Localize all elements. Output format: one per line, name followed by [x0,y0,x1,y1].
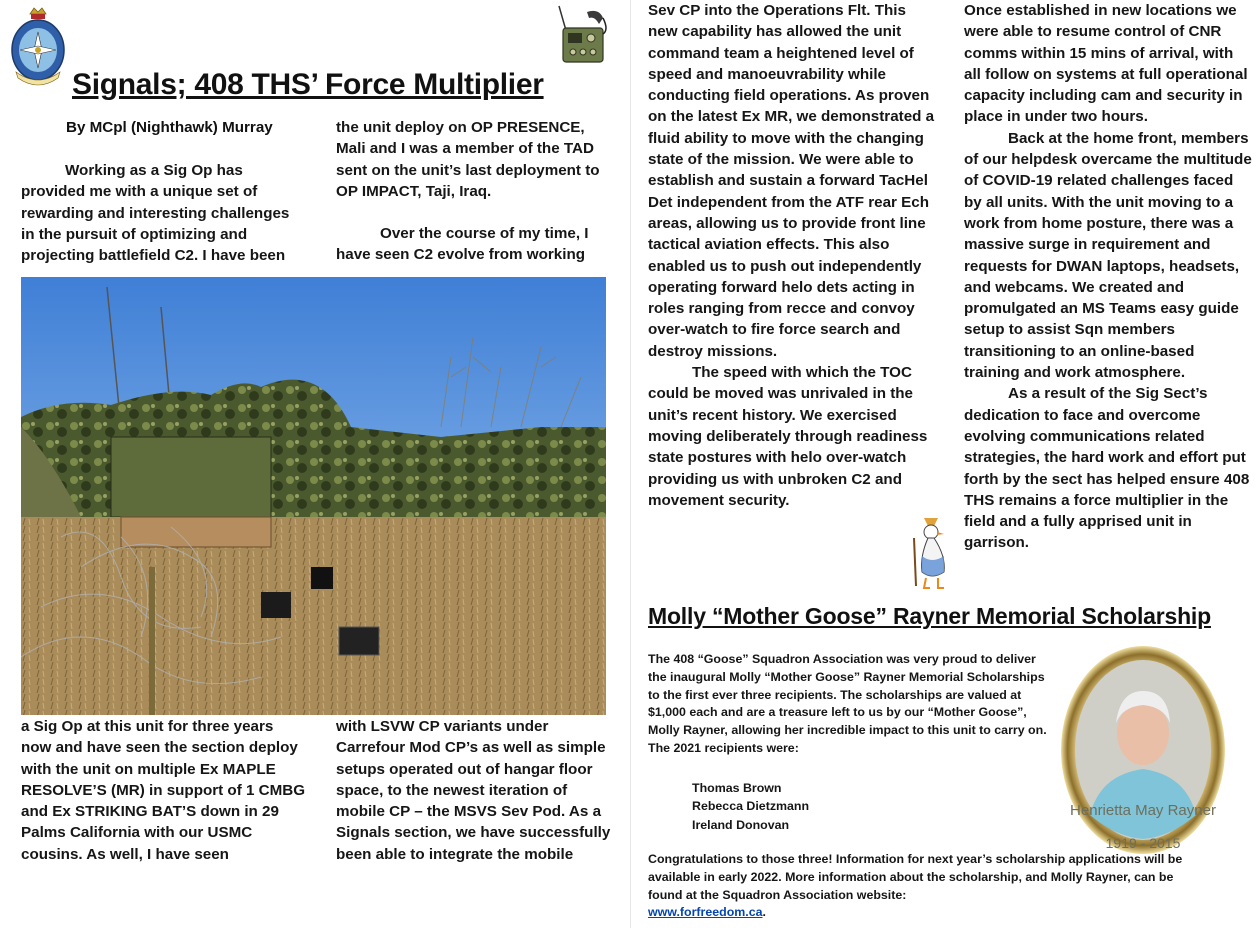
camouflaged-command-post-photo [21,277,606,715]
article-column-1-bottom [21,716,306,865]
list-item: Thomas Brown [692,781,782,795]
scholarship-body: The 408 “Goose” Squadron Association was very proud to deliver the inaugural Molly “Mother Goose” Rayner Memorial Scholarships to the first ever three recipients. The scholarships are valued at $1,000 each and are a treasure left to us by our “Mother Goose”, Molly Rayner, allowing her incredible impact to this unit to carry on. The 2021 recipients were: [648,652,1047,755]
congrats-text: Congratulations to those three! Information for next year’s scholarship applications will be available in early 2022. More information about the scholarship, and Molly Rayner, can be found at the Squadron Association website: [648,852,1183,902]
paragraph: the unit deploy on OP PRESENCE, Mali and I was a member of the TAD sent on the unit’s last deployment to OP IMPACT, Taji, Iraq. [336,119,600,200]
article-column-3 [648,0,938,511]
mother-goose-icon [906,516,956,592]
paragraph: Working as a Sig Op has provided me with a unique set of rewarding and interesting challenges in the pursuit of optimizing and projecting battlefield C2. I have been [21,162,290,265]
article-column-4 [964,0,1254,554]
paragraph: Over the course of my time, I have seen C2 evolve from working [336,225,589,264]
paragraph: Sev CP into the Operations Flt. This new capability has allowed the unit command team a heightened level of speed and manoeuvrability while conducting field operations. As proven on the latest Ex MR, we demonstrated a fluid ability to move with the changing state of the mission. We were able to establish and sustain a forward TacHel Det independent from the ATF rear Ech areas, allowing us to provide front line tactical aviation effects. This also enabled us to push out independently operating forward helo dets acting in roles ranging from recce and convoy over-watch to fire force search and destroy missions. [648,2,935,360]
memorial-portrait [1060,645,1226,855]
article-title: Signals; 408 THS’ Force Multiplier [72,68,544,101]
paragraph: a Sig Op at this unit for three years now and have seen the section deploy with the unit on multiple Ex MAPLE RESOLVE’S (MR) in support of 1 CMBG and Ex STRIKING BAT’S down in 29 Palms California with our USMC cousins. As well, I have seen [21,718,306,863]
field-radio-icon [553,4,611,68]
list-item: Ireland Donovan [692,817,790,832]
scholarship-title: Molly “Mother Goose” Rayner Memorial Scholarship [648,603,1211,629]
portrait-years-caption: 1919 - 2015 [1105,835,1181,851]
scholarship-congrats [648,851,1188,922]
association-website-link[interactable]: www.forfreedom.ca [648,905,763,920]
recipient-list [692,779,809,834]
paragraph: The speed with which the TOC could be moved was unrivaled in the unit’s recent history. We exercised moving deliberately through readiness state postures with helo over-watch providing us with unbroken C2 and movement security. [648,364,928,509]
paragraph: Back at the home front, members of our helpdesk overcame the multitude of COVID-19 related challenges faced by all units. With the unit moving to a work from home posture, there was a massive surge in requirement and requests for DWAN laptops, headsets, and webcams. We created and promulgated an MS Teams easy guide setup to assist Sqn members transitioning to an online-based training and work atmosphere. [964,129,1252,382]
page-divider [630,0,631,928]
article-column-2-top [336,117,611,266]
article-column-1-top [21,160,306,266]
article-byline: By MCpl (Nighthawk) Murray [66,119,273,136]
paragraph: As a result of the Sig Sect’s dedication to face and overcome evolving communications related strategies, the hard work and effort put forth by the sect has helped ensure 408 THS remains a force multiplier in the field and a fully apprised unit in garrison. [964,385,1250,552]
list-item: Rebecca Dietzmann [692,799,810,814]
link-suffix: . [762,905,766,920]
article-column-2-bottom [336,716,611,865]
squadron-crest-icon [8,6,68,86]
paragraph: with LSVW CP variants under Carrefour Mod CP’s as well as simple setups operated out of hangar floor space, to the newest iteration of mobile CP – the MSVS Sev Pod. As a Signals section, we have successfully been able to integrate the mobile [336,718,611,863]
paragraph: Once established in new locations we were able to resume control of CNR comms within 15 mins of arrival, with all follow on systems at full operational capacity including cam and security in place in under two hours. [964,2,1248,126]
portrait-name-caption: Henrietta May Rayner [1070,802,1216,819]
